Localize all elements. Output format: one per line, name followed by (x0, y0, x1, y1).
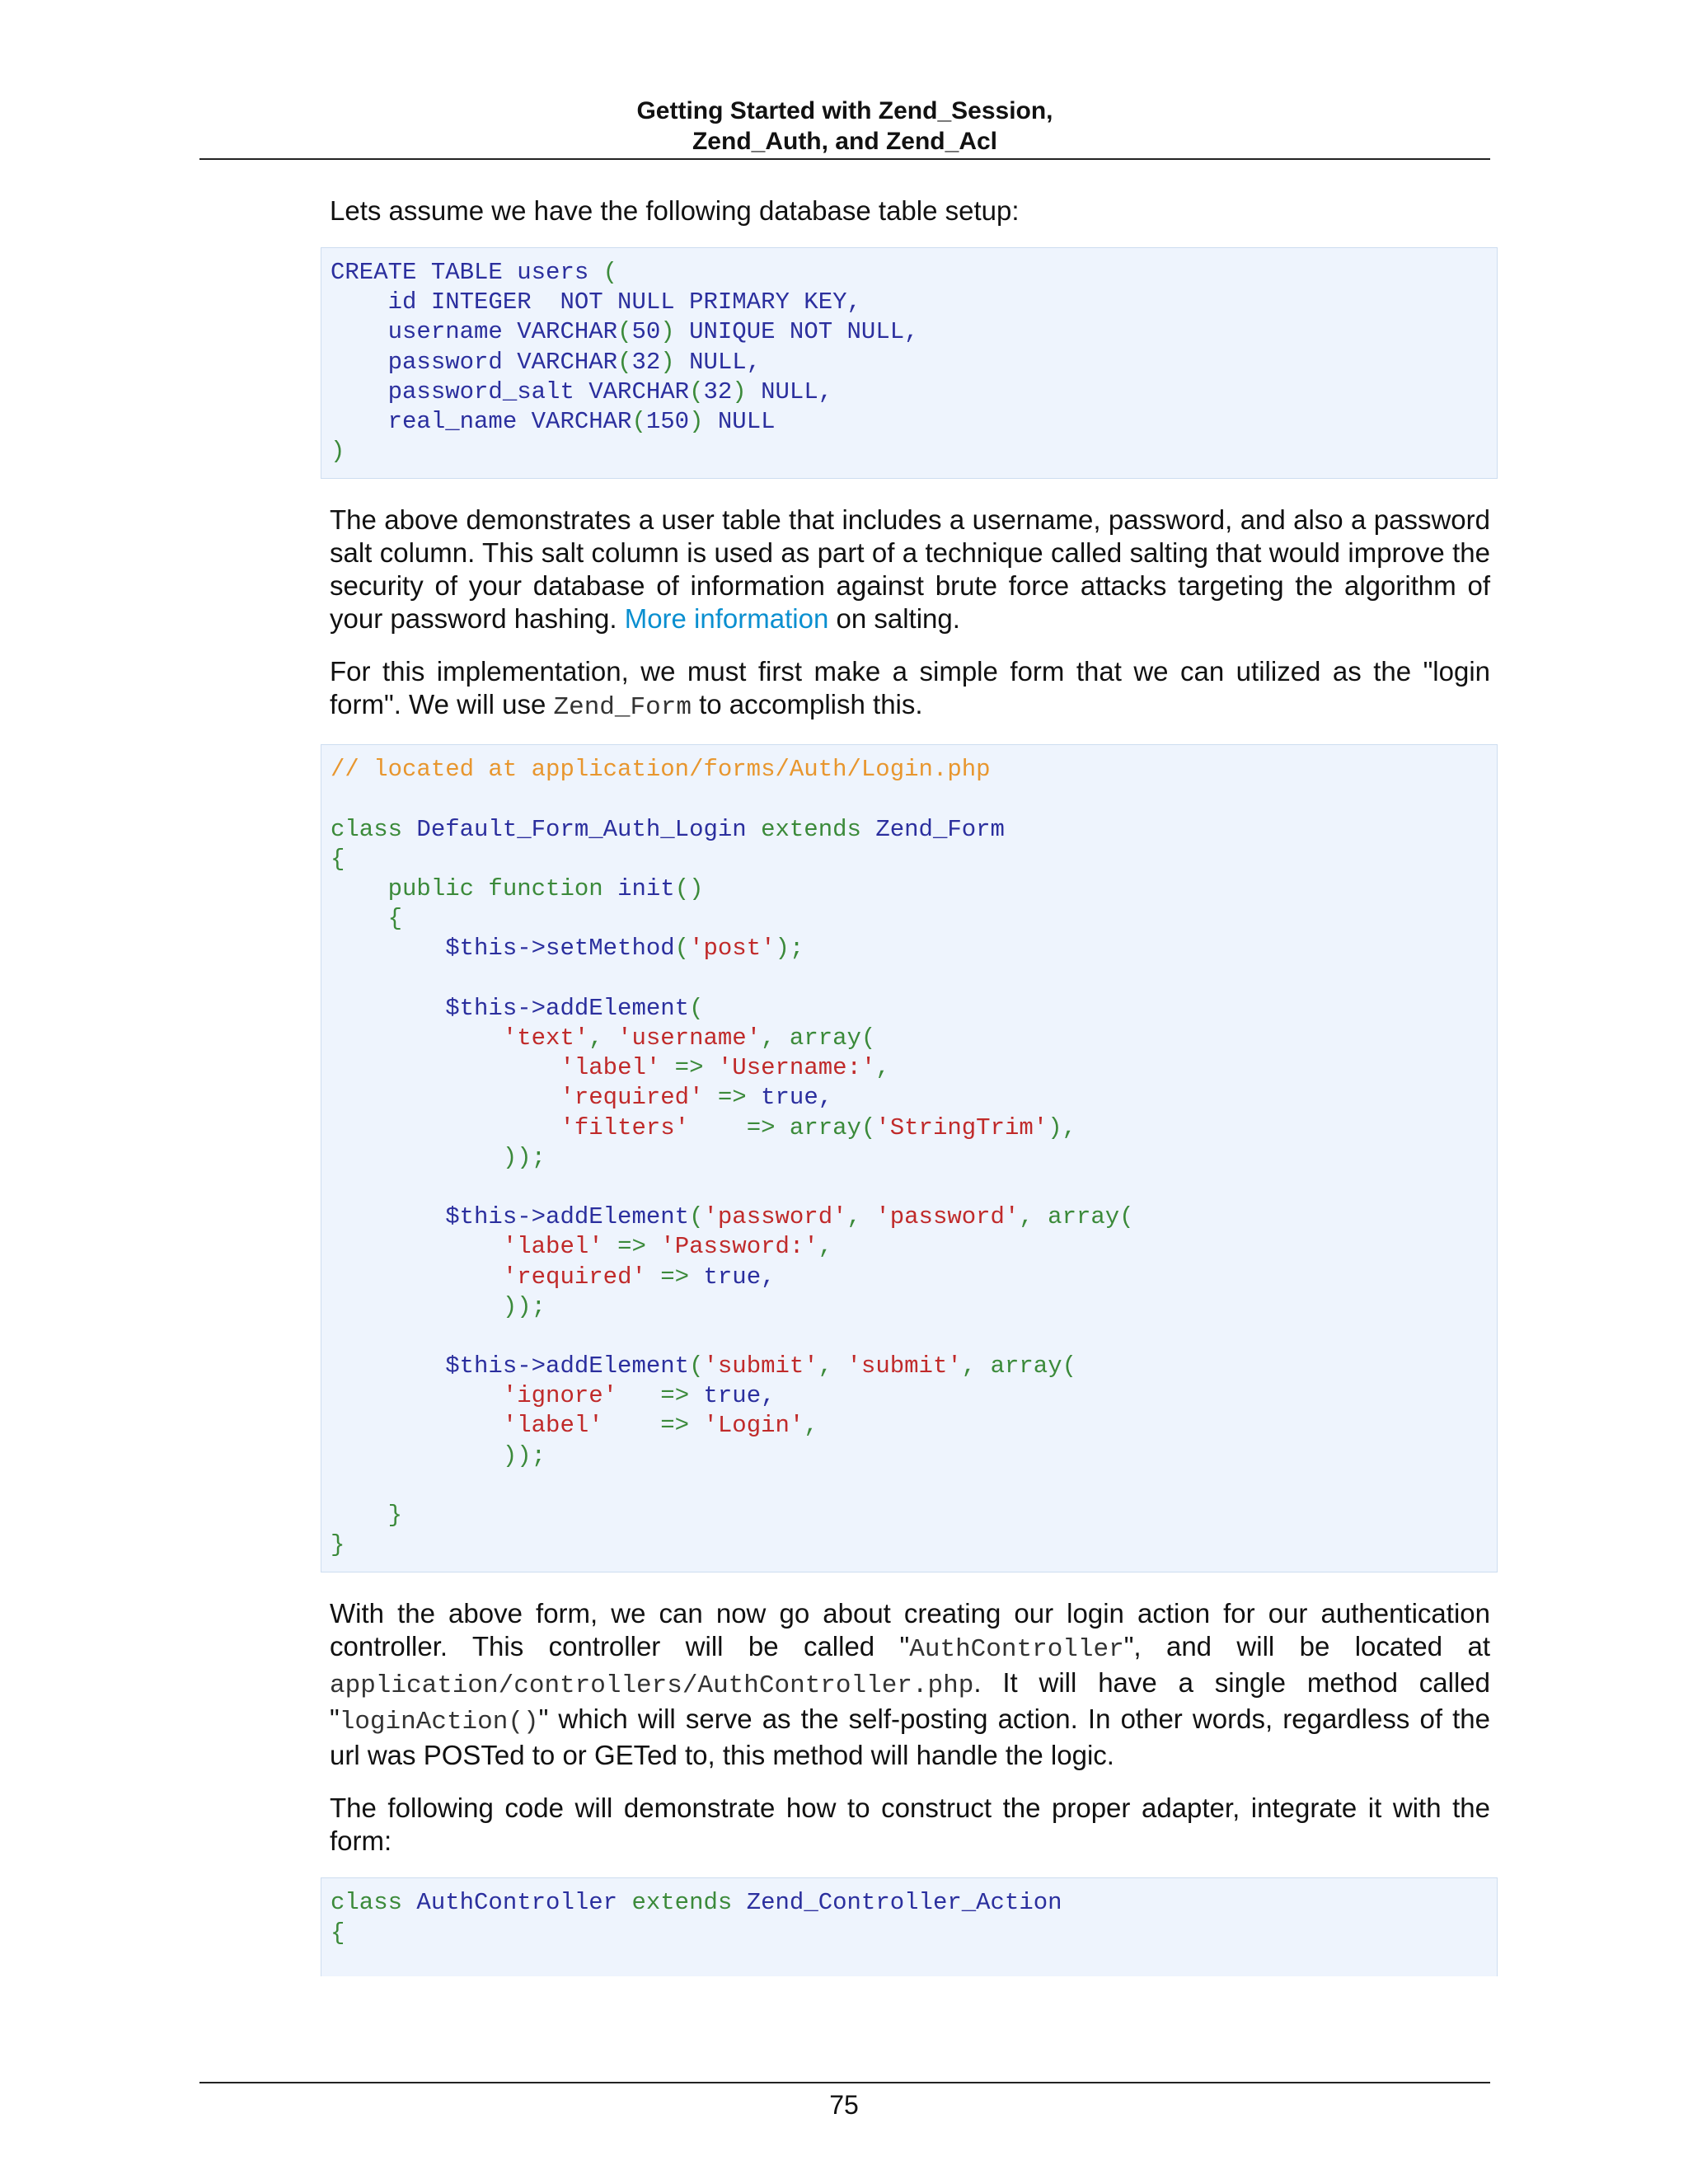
form-paragraph (330, 655, 1490, 724)
page-content (330, 194, 1490, 1976)
code-token: extends (631, 1889, 747, 1917)
code-token: )); (502, 1292, 546, 1320)
code-line (331, 348, 1497, 377)
code-line (331, 1888, 1497, 1918)
code-token: AuthController (416, 1889, 632, 1917)
code-token: 'Login' (703, 1412, 804, 1440)
code-token (331, 1442, 503, 1469)
code-line (331, 1083, 1497, 1113)
code-token: => (603, 1412, 704, 1440)
code-token: { (331, 1919, 345, 1947)
code-token: array( (990, 1352, 1076, 1380)
code-token: id INTEGER NOT NULL PRIMARY KEY, (331, 288, 861, 316)
code-token: true, (703, 1382, 776, 1410)
code-line (331, 904, 1497, 934)
code-token: => (617, 1382, 704, 1410)
code-token: 'required' (560, 1084, 704, 1112)
code-token: 'StringTrim' (875, 1113, 1048, 1141)
inline-code: loginAction() (339, 1708, 539, 1737)
code-token: ) (331, 438, 345, 466)
code-token: class (331, 815, 417, 843)
adapter-paragraph: The following code will demonstrate how to construct the proper adapter, integrate it with the form: (330, 1793, 1490, 1857)
code-token: } (331, 1531, 345, 1559)
footer-rule (199, 2082, 1490, 2083)
form-text: For this implementation, we must first make a simple form that we can utilized as the "login form". We will use (330, 656, 1490, 720)
code-line (331, 1232, 1497, 1262)
code-line (331, 785, 1497, 815)
code-line (331, 437, 1497, 466)
code-token: 32 (703, 377, 733, 405)
code-token: NULL (703, 407, 776, 435)
code-token: NULL, (674, 348, 762, 376)
salt-text: The above demonstrates a user table that includes a username, password, and also a password salt column. This salt column is used as part of a technique called salting that would improve the security of your database of information against brute force attacks targeting the algorithm of your password hashing. (330, 504, 1490, 635)
controller-code-block (321, 1877, 1498, 1976)
paragraph-text: With the above form, we can now go about creating our login action for our authentication controller. This controller will be called " (330, 1598, 1490, 1662)
code-line (331, 258, 1497, 288)
code-token: , (875, 1054, 890, 1082)
code-token: CREATE TABLE users (331, 259, 603, 286)
code-token: ( (617, 318, 632, 346)
code-token: true, (761, 1084, 833, 1112)
code-token: 'ignore' (502, 1382, 618, 1410)
code-token: )); (502, 1441, 546, 1469)
code-token: 'Username:' (717, 1054, 876, 1082)
code-line (331, 1381, 1497, 1411)
code-token: 'label' (560, 1054, 661, 1082)
code-token (331, 1412, 503, 1439)
code-token: , (588, 1024, 618, 1052)
code-token: 50 (631, 318, 661, 346)
code-line (331, 1530, 1497, 1560)
code-line (331, 845, 1497, 874)
code-token: , (1019, 1203, 1048, 1231)
code-token: => (660, 1054, 718, 1082)
code-line (331, 288, 1497, 317)
paragraph-text: ", and will be located at (1123, 1631, 1490, 1662)
code-token (331, 1114, 560, 1141)
code-token: => (689, 1113, 790, 1141)
code-token: , (818, 1233, 833, 1261)
controller-paragraph (330, 1597, 1490, 1772)
code-line (331, 1471, 1497, 1501)
code-line (331, 317, 1497, 347)
code-token: , (846, 1203, 876, 1231)
code-token: , (961, 1352, 991, 1380)
paragraph-text: . It will have a single method called " (330, 1667, 1490, 1735)
sql-code-block (321, 247, 1498, 479)
code-token: ( (689, 377, 704, 405)
code-token: ); (775, 935, 804, 963)
code-token: 32 (631, 348, 661, 376)
code-token: () (674, 875, 704, 903)
code-token: true, (703, 1263, 776, 1291)
code-token (331, 1144, 503, 1171)
code-token: ) (689, 407, 704, 435)
code-token: array( (1048, 1203, 1134, 1231)
code-line (331, 1411, 1497, 1441)
code-line (331, 1352, 1497, 1381)
form-code-block (321, 744, 1498, 1572)
code-token (331, 1263, 503, 1291)
code-token: $this->addElement (331, 1352, 690, 1380)
code-token: array( (789, 1113, 876, 1141)
code-token: 'label' (502, 1233, 603, 1261)
code-token: username VARCHAR (331, 318, 618, 346)
code-token: password VARCHAR (331, 348, 618, 376)
inline-code: Zend_Form (553, 693, 692, 723)
code-line (331, 1919, 1497, 1948)
code-token: 'label' (502, 1412, 603, 1440)
code-line (331, 1024, 1497, 1053)
code-token: 'password' (703, 1203, 847, 1231)
code-token: ( (689, 1203, 704, 1231)
code-token: 'text' (502, 1024, 589, 1052)
code-token: ( (689, 994, 704, 1022)
code-token: ( (617, 348, 632, 376)
code-token (331, 1293, 503, 1320)
code-line (331, 815, 1497, 845)
page-number: 75 (829, 2090, 859, 2120)
code-line (331, 1113, 1497, 1143)
form-text-end: to accomplish this. (691, 689, 923, 720)
more-information-link[interactable]: More information (624, 603, 829, 635)
code-line (331, 1053, 1497, 1083)
code-token: real_name VARCHAR (331, 407, 632, 435)
code-token: => (603, 1233, 661, 1261)
paragraph-text: " which will serve as the self-posting action. In other words, regardless of the url was POSTed to or GETed to, this method will handle the logic. (330, 1704, 1490, 1771)
running-header (199, 96, 1490, 157)
code-token: init (617, 875, 675, 903)
code-line (331, 874, 1497, 904)
header-rule (199, 158, 1490, 160)
code-token: 150 (645, 407, 690, 435)
code-token (331, 1233, 503, 1260)
code-line (331, 994, 1497, 1024)
code-token: $this->addElement (331, 994, 690, 1022)
code-token: ( (631, 407, 646, 435)
code-token: Zend_Controller_Action (746, 1889, 1062, 1917)
code-token: ( (603, 259, 618, 286)
code-token: , (761, 1024, 790, 1052)
code-token: array( (789, 1024, 876, 1052)
code-token: 'password' (875, 1203, 1020, 1231)
code-token: $this->setMethod (331, 935, 675, 963)
code-token: Zend_Form (875, 815, 1005, 843)
code-token: class (331, 1889, 417, 1917)
inline-code: AuthController (909, 1635, 1124, 1665)
code-token: { (331, 905, 403, 933)
code-line (331, 934, 1497, 963)
code-token (331, 1024, 503, 1052)
code-token: ) (660, 348, 675, 376)
code-token: } (331, 1502, 403, 1529)
code-line (331, 1292, 1497, 1322)
code-line (331, 1173, 1497, 1202)
code-token: NULL, (746, 377, 833, 405)
code-token: ) (732, 377, 747, 405)
code-line (331, 407, 1497, 437)
code-token: 'post' (689, 935, 776, 963)
code-token: // located at application/forms/Auth/Login.php (331, 756, 991, 784)
header-line-2: Zend_Auth, and Zend_Acl (692, 128, 998, 155)
code-token: => (645, 1263, 704, 1291)
code-token: 'required' (502, 1263, 646, 1291)
code-token: $this->addElement (331, 1203, 690, 1231)
code-token: ) (660, 318, 675, 346)
code-token: ( (674, 935, 690, 963)
intro-paragraph: Lets assume we have the following database table setup: (330, 195, 1020, 226)
code-line (331, 1202, 1497, 1232)
code-token: 'Password:' (660, 1233, 818, 1261)
code-token: UNIQUE NOT NULL, (674, 318, 919, 346)
code-token: ), (1048, 1113, 1076, 1141)
code-token: )); (502, 1143, 546, 1171)
inline-code: application/controllers/AuthController.php (330, 1671, 974, 1701)
code-token: Default_Form_Auth_Login (416, 815, 762, 843)
code-token (331, 1382, 503, 1409)
code-token: ( (689, 1352, 704, 1380)
code-token: 'submit' (846, 1352, 962, 1380)
header-line-1: Getting Started with Zend_Session, (636, 97, 1053, 124)
code-token: , (804, 1412, 818, 1440)
code-line (331, 1441, 1497, 1471)
code-token: , (818, 1352, 847, 1380)
code-token: 'filters' (560, 1113, 690, 1141)
code-line (331, 1501, 1497, 1530)
code-line (331, 1143, 1497, 1173)
code-token: 'username' (617, 1024, 762, 1052)
code-token: 'submit' (703, 1352, 818, 1380)
code-token (331, 1054, 560, 1081)
code-line (331, 1322, 1497, 1352)
code-token: extends (761, 815, 876, 843)
code-token (331, 1084, 560, 1111)
code-line (331, 1263, 1497, 1292)
salt-text-end: on salting. (828, 603, 960, 635)
code-line (331, 377, 1497, 407)
salt-paragraph (330, 504, 1490, 635)
code-token: { (331, 845, 345, 873)
code-token: password_salt VARCHAR (331, 377, 690, 405)
code-token: => (703, 1084, 762, 1112)
code-line (331, 964, 1497, 994)
code-token: public function (331, 875, 618, 903)
code-line (331, 755, 1497, 785)
